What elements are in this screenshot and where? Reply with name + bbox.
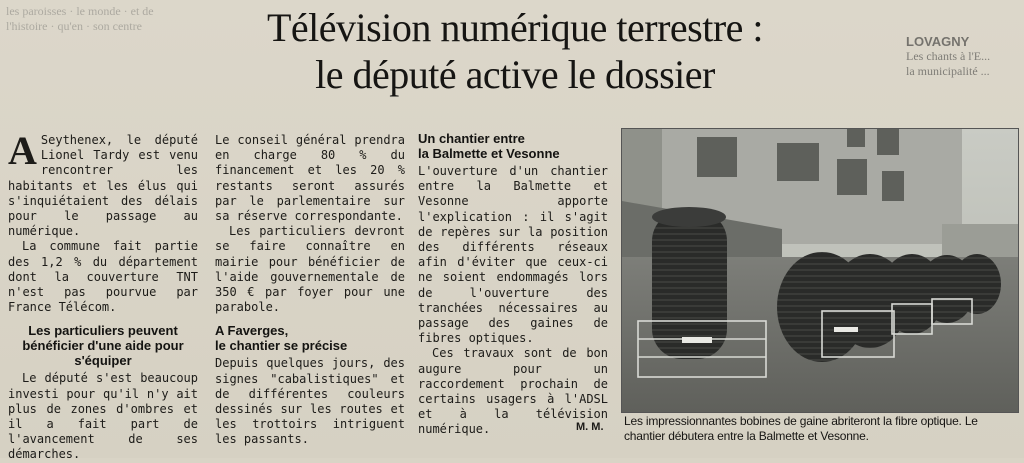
paragraph-deputy: Le député s'est beaucoup investi pour qu'il n'y ait plus de zones d'ombres et il a fait part de l'avancement de ses démarches.: [8, 371, 198, 462]
drop-cap: A: [8, 128, 37, 173]
paragraph-financing: Le conseil général prendra en charge 80 % du financement et les 20 % restants seront assurés par le parlementaire sur sa réserve correspondante.: [215, 133, 405, 224]
subheading-chantier-line-1: Un chantier entre: [418, 131, 525, 146]
headline-line-2: le député active le dossier: [315, 52, 715, 97]
author-signature: M. M.: [576, 421, 604, 433]
paragraph-explanation: L'ouverture d'un chantier entre la Balmette et Vesonne apporte l'explication : il s'agit de repères sur la position des différents réseaux afin d'éviter que ceux-ci ne soient endommagés lors de l'ouverture des tranchées nécessaires au passage des gaines de fibres optiques.: [418, 164, 608, 346]
adjacent-text-right-1: Les chants à l'E...: [906, 49, 991, 63]
article-column-3: [418, 131, 608, 438]
paragraph-intro-text: Seythenex, le député Lionel Tardy est venu rencontrer les habitants et les élus qui s'inquiétaient des délais pour le passage au numérique.: [8, 133, 198, 239]
paragraph-coverage: La commune fait partie des 1,2 % du département dont la couverture TNT n'est pas pourvue par France Télécom.: [8, 239, 198, 315]
adjacent-section-title: LOVAGNY: [906, 34, 970, 49]
photo-caption: Les impressionnantes bobines de gaine abriteront la fibre optique. Le chantier débutera entre la Balmette et Vesonne.: [624, 414, 978, 443]
cable-reels-photo: [622, 129, 1018, 412]
subheading-faverges-line-2: le chantier se précise: [215, 338, 348, 354]
article-column-1: [8, 128, 198, 463]
subheading-faverges-line-1: A Faverges,: [215, 323, 289, 339]
paragraph-individuals: Les particuliers devront se faire connaître en mairie pour bénéficier de l'aide gouvernementale de 350 € par foyer pour une parabole.: [215, 224, 405, 315]
paragraph-signs: Depuis quelques jours, des signes "cabalistiques" et de différentes couleurs dessinés sur les routes et les trottoirs intriguent les passants.: [215, 356, 405, 447]
paragraph-intro: [8, 128, 198, 239]
adjacent-text-left: les paroisses · le monde · et de l'histoire · qu'en · son centre: [6, 4, 154, 33]
article-headline: [195, 4, 835, 98]
headline-line-1: Télévision numérique terrestre :: [266, 5, 764, 50]
adjacent-article-right: [900, 0, 1024, 120]
subheading-chantier: [418, 131, 608, 161]
article-column-2: [215, 133, 405, 448]
subheading-aid: Les particuliers peuvent bénéficier d'une aide pour s'équiper: [22, 323, 184, 369]
subheading-chantier-line-2: la Balmette et Vesonne: [418, 146, 560, 161]
subheading-faverges: [215, 323, 405, 353]
article-photo: [621, 128, 1019, 413]
adjacent-text-right-2: la municipalité ...: [906, 64, 990, 78]
paragraph-works: Ces travaux sont de bon augure pour un raccordement prochain de certains usagers à l'ADSL et à la télévision numérique.: [418, 346, 608, 437]
